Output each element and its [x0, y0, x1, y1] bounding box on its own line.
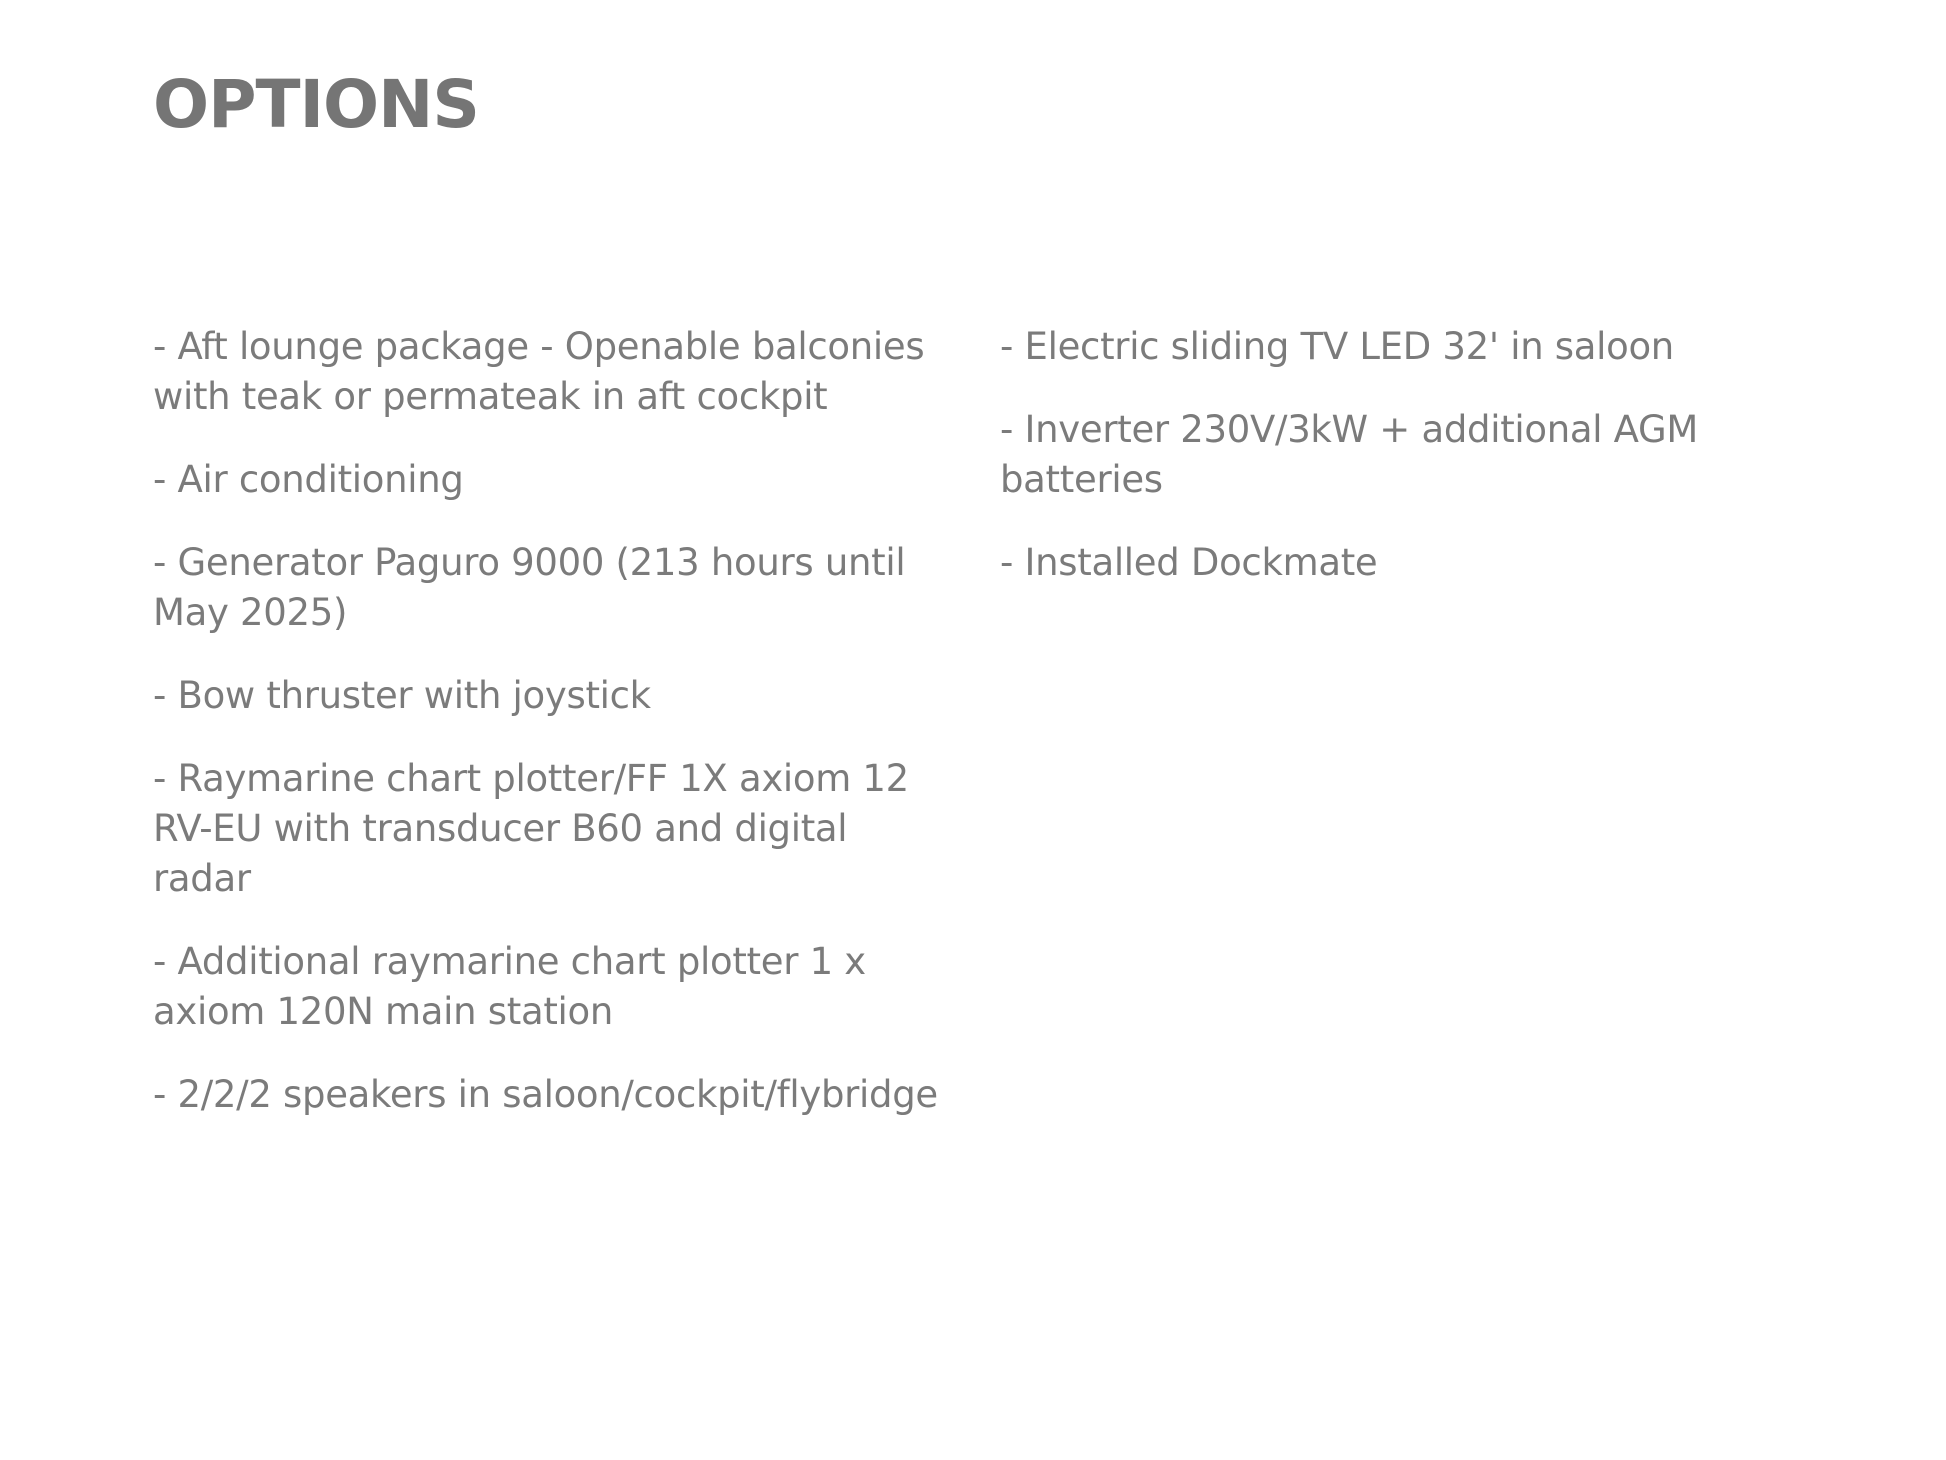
- option-item: - Air conditioning: [153, 458, 464, 501]
- option-item: - 2/2/2 speakers in saloon/cockpit/flybridge: [153, 1073, 938, 1116]
- option-item: - Electric sliding TV LED 32' in saloon: [1000, 325, 1674, 368]
- options-list-right: [1000, 322, 1760, 621]
- option-item: - Raymarine chart plotter/FF 1X axiom 12 RV-EU with transducer B60 and digital radar: [153, 757, 909, 900]
- options-list-left: [153, 322, 943, 1153]
- option-item: - Bow thruster with joystick: [153, 674, 651, 717]
- option-item: - Installed Dockmate: [1000, 541, 1378, 584]
- option-item: - Additional raymarine chart plotter 1 x axiom 120N main station: [153, 940, 866, 1033]
- page-title: OPTIONS: [153, 66, 479, 143]
- option-item: - Generator Paguro 9000 (213 hours until May 2025): [153, 541, 906, 634]
- option-item: - Aft lounge package - Openable balconies with teak or permateak in aft cockpit: [153, 325, 925, 418]
- option-item: - Inverter 230V/3kW + additional AGM batteries: [1000, 408, 1699, 501]
